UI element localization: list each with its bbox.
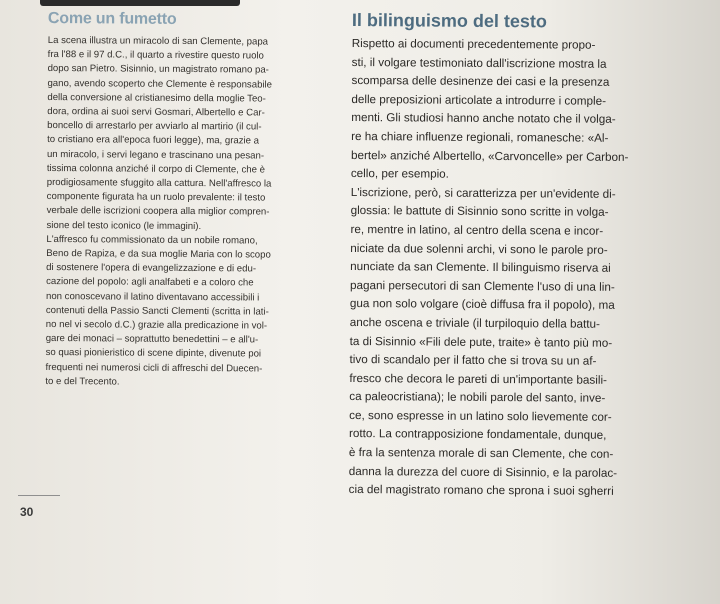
text-line: menti. Gli studiosi hanno anche notato che il volga- <box>351 111 616 127</box>
text-line: sione del testo iconico (le immagini). <box>46 219 202 232</box>
text-line: Rispetto ai documenti precedentemente propo- <box>351 36 596 52</box>
text-line: La scena illustra un miracolo di san Clemente, papa <box>47 34 269 48</box>
text-line: to e del Trecento. <box>45 375 120 388</box>
right-column <box>349 10 720 502</box>
text-line: fresco che decora le pareti di un'importante basili- <box>349 371 608 387</box>
text-line: cello, per esempio. <box>350 167 450 181</box>
text-line: danna la durezza del cuore di Sisinnio, e la parolac- <box>348 464 618 480</box>
right-heading: Il bilinguismo del testo <box>351 10 548 32</box>
text-line: contenuti della Passio Sancti Clementi (scritta in lati- <box>45 304 269 318</box>
text-line: fra l'88 e il 97 d.C., il quarto a rivestire questo ruolo <box>47 49 264 62</box>
text-line: ca paleocristiana); le nobili parole del santo, inve- <box>349 390 606 406</box>
page-rule <box>18 495 60 496</box>
text-line: ce, sono espresse in un latino solo lievemente cor- <box>349 408 612 424</box>
text-line: nunciate da san Clemente. Il bilinguismo riserva ai <box>350 260 611 275</box>
text-line: tivo di scandalo per il fatto che si trova su un af- <box>349 353 597 368</box>
text-line: sti, il volgare testimoniato dall'iscrizione mostra la <box>351 55 607 71</box>
page-number: 30 <box>20 505 34 519</box>
text-line: no nel vi secolo d.C.) grazie alla predicazione in vol- <box>45 319 268 332</box>
text-line: glossia: le battute di Sisinnio sono scritte in volga- <box>350 204 609 220</box>
text-line: rotto. La contrapposizione fondamentale, dunque, <box>348 427 607 443</box>
text-line: gare dei monaci – soprattutto benedettini – e all'u- <box>45 333 259 346</box>
text-line: cia del magistrato romano che sprona i suoi sgherri <box>348 483 614 499</box>
text-line: boncello di arrestarlo per avviarlo al martirio (il cul- <box>47 120 262 133</box>
text-line: niciate da due solenni archi, vi sono le parole pro- <box>350 241 608 257</box>
right-body <box>349 35 720 502</box>
text-line: un miracolo, i servi legano e trascinano una pesan- <box>46 148 265 162</box>
text-line: bertel» anziché Albertello, «Carvoncelle» per Carbon- <box>350 148 629 164</box>
text-line: scomparsa delle desinenze dei casi e la presenza <box>351 74 610 89</box>
header-bar <box>40 0 240 6</box>
text-line: tissima colonna anziché il corpo di Clemente, che è <box>46 162 266 176</box>
text-line: so quasi pionieristico di scene dipinte, divenute poi <box>45 347 262 360</box>
text-line: gua non solo volgare (cioè diffusa fra il popolo), ma <box>349 297 615 313</box>
text-line: pagani persecutori di san Clemente l'uso di una lin- <box>350 278 615 294</box>
text-line: di sostenere l'opera di evangelizzazione e di edu- <box>46 262 257 275</box>
text-line: della conversione al cristianesimo della moglie Teo- <box>47 91 266 105</box>
text-line: re ha chiare influenze regionali, romanesche: «Al- <box>351 129 609 145</box>
text-line: anche oscena e triviale (il turpiloquio della battu- <box>349 315 600 331</box>
text-line: dora, ordina ai suoi servi Gosmari, Albertello e Car- <box>47 106 265 119</box>
text-line: cazione del popolo: agli analfabeti e a coloro che <box>46 276 254 289</box>
left-body <box>45 34 345 391</box>
text-line: dopo san Pietro. Sisinnio, un magistrato romano pa- <box>47 63 269 76</box>
text-line: L'iscrizione, però, si caratterizza per un'evidente di- <box>350 185 616 201</box>
text-line: è fra la sentenza morale di san Clemente, che con- <box>348 446 614 461</box>
text-line: gano, avendo scoperto che Clemente è responsabile <box>47 77 273 91</box>
text-line: frequenti nei numerosi cicli di affreschi del Duecen- <box>45 361 263 375</box>
text-line: delle preposizioni articolate a introdurre i comple- <box>351 92 607 108</box>
left-heading: Come un fumetto <box>47 10 177 28</box>
text-line: to cristiano era all'epoca fuori legge), ma, grazie a <box>47 134 260 147</box>
text-line: re, mentre in latino, al centro della scena e incor- <box>350 222 604 238</box>
text-line: prodigiosamente sfuggito alla cattura. Nell'affresco la <box>46 177 272 190</box>
text-line: ta di Sisinnio «Fili dele pute, traite» è tanto più mo- <box>349 334 613 350</box>
text-line: verbale delle iscrizioni coopera alla miglior compren- <box>46 205 270 218</box>
text-line: L'affresco fu commissionato da un nobile romano, <box>46 233 258 247</box>
text-line: componente figurata ha un ruolo prevalente: il testo <box>46 191 266 204</box>
text-line: non conoscevano il latino diventavano accessibili i <box>45 290 260 304</box>
left-column <box>45 10 346 391</box>
text-line: Beno de Rapiza, e da sua moglie Maria con lo scopo <box>46 248 271 261</box>
